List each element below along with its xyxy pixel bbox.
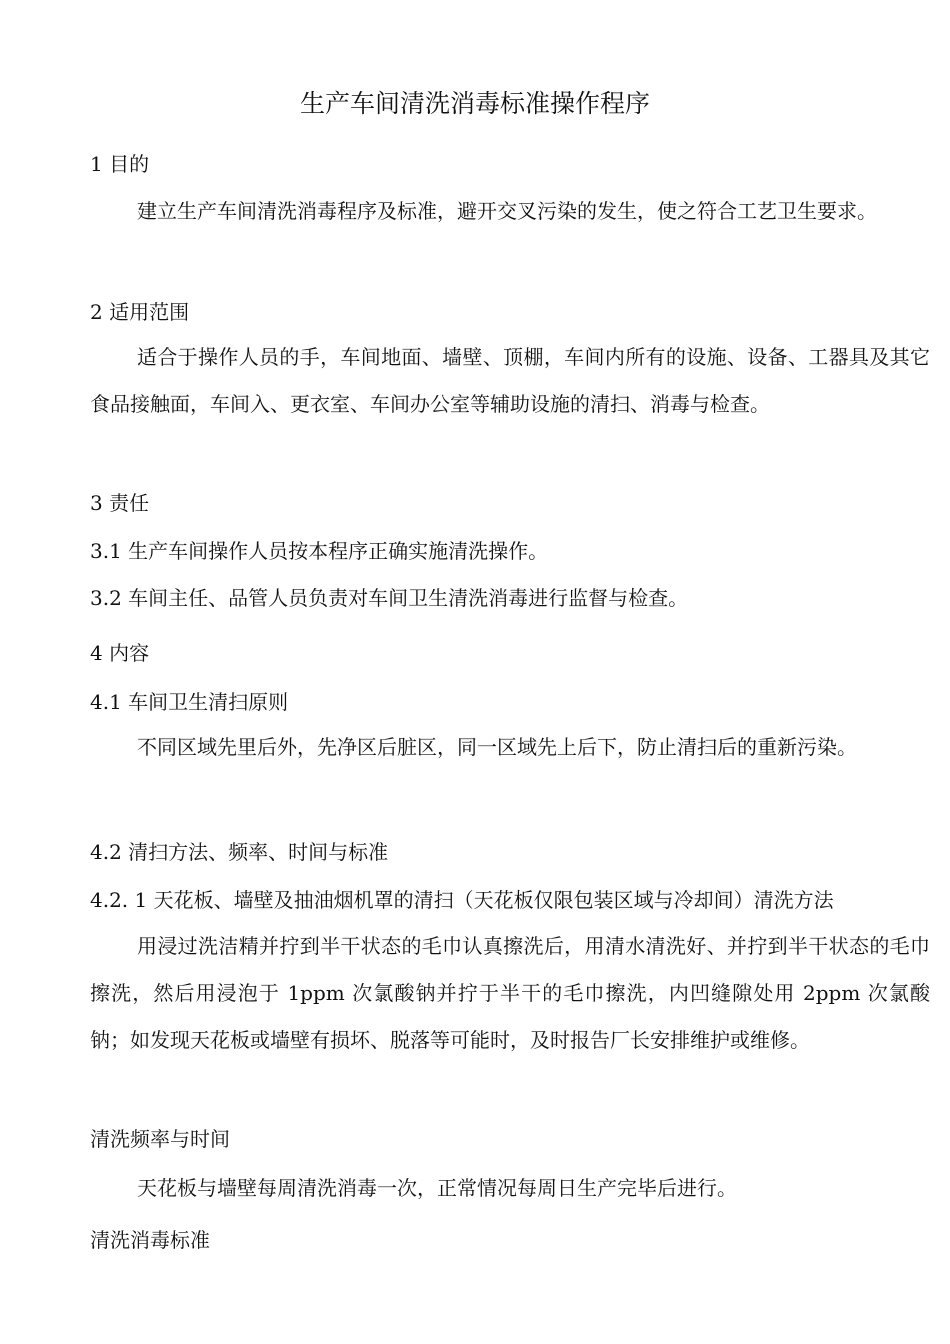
section-3-item-1: 3.1 生产车间操作人员按本程序正确实施清洗操作。 xyxy=(90,539,549,563)
section-4-1-heading: 4.1 车间卫生清扫原则 xyxy=(90,690,289,714)
section-4-heading: 4 内容 xyxy=(90,641,150,665)
section-4-2-1-heading: 4.2. 1 天花板、墙壁及抽油烟机罩的清扫（天花板仅限包装区域与冷却间）清洗方法 xyxy=(90,888,834,912)
page-title: 生产车间清洗消毒标准操作程序 xyxy=(299,89,650,118)
section-2-text: 适合于操作人员的手，车间地面、墙壁、顶棚，车间内所有的设施、设备、工器具及其它食品接触面，车间入、更衣室、车间办公室等辅助设施的清扫、消毒与检查。 xyxy=(90,345,930,416)
frequency-heading: 清洗频率与时间 xyxy=(90,1127,230,1151)
section-1-text: 建立生产车间清洗消毒程序及标准，避开交叉污染的发生，使之符合工艺卫生要求。 xyxy=(137,199,877,223)
section-4-2-heading: 4.2 清扫方法、频率、时间与标准 xyxy=(90,840,389,864)
frequency-text: 天花板与墙壁每周清洗消毒一次，正常情况每周日生产完毕后进行。 xyxy=(137,1176,737,1200)
section-4-1-text: 不同区域先里后外，先净区后脏区，同一区域先上后下，防止清扫后的重新污染。 xyxy=(137,735,857,759)
section-4-2-1-text: 用浸过洗洁精并拧到半干状态的毛巾认真擦洗后，用清水清洗好、并拧到半干状态的毛巾擦洗，然后用浸泡于 1ppm 次氯酸钠并拧于半干的毛巾擦洗，内凹缝隙处用 2ppm 次氯酸钠；如发现天花板或墙壁有损坏、脱落等可能时，及时报告厂长安排维护或维修。 xyxy=(90,934,930,1052)
standard-heading: 清洗消毒标准 xyxy=(90,1228,210,1252)
section-3-item-2: 3.2 车间主任、品管人员负责对车间卫生清洗消毒进行监督与检查。 xyxy=(90,586,689,610)
section-3-heading: 3 责任 xyxy=(90,491,150,515)
section-2-heading: 2 适用范围 xyxy=(90,300,190,324)
section-1-heading: 1 目的 xyxy=(90,152,150,176)
